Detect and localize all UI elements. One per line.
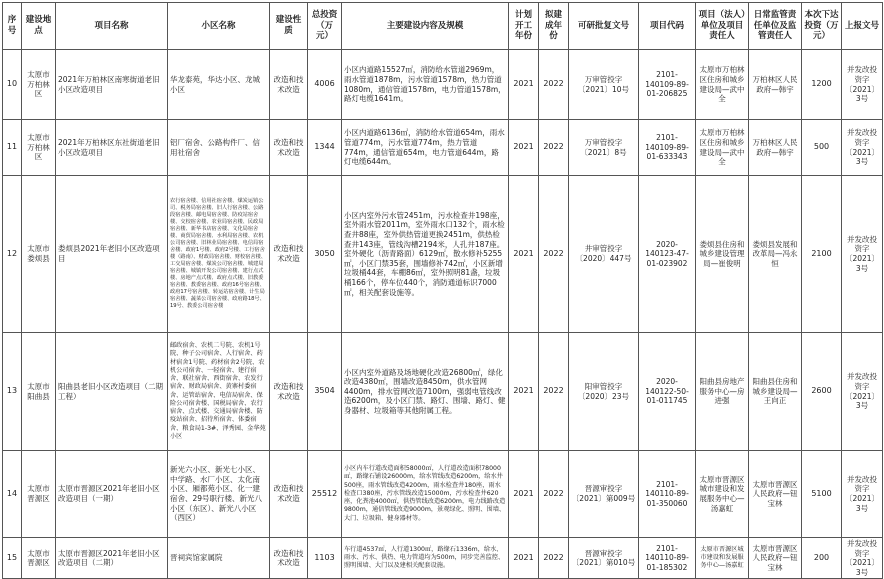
header-nature: 建设性质 (270, 3, 308, 50)
cell-start-year: 2021 (509, 538, 539, 579)
cell-approval: 万审管投字〔2021〕8号 (569, 120, 639, 176)
cell-location: 太原市万柏林区 (22, 120, 56, 176)
header-start-year: 计划开工年份 (509, 3, 539, 50)
cell-end-year: 2022 (539, 333, 569, 451)
cell-seq: 10 (3, 50, 22, 120)
cell-content: 车行道4537㎡，人行道1300㎡，路缘石1336m，给水、雨水、污水、供热、电力管道均为500m，同步完善监控、照明围墙、大门以及建相关配套设施。 (342, 538, 509, 579)
project-table (2, 2, 883, 579)
header-owner: 项目（法人）单位及项目责任人 (696, 3, 749, 50)
cell-owner: 太原市万柏林区住房和城乡建设局—武中全 (696, 120, 749, 176)
cell-total-invest: 1103 (308, 538, 342, 579)
cell-owner: 阳曲县房地产服务中心—房进强 (696, 333, 749, 451)
cell-supervisor: 太原市晋源区人民政府—钮宝林 (749, 451, 802, 538)
cell-project-name: 娄烦县2021年老旧小区改造项目 (56, 176, 168, 333)
cell-community: 新光六小区、新光七小区、中学路、水厂小区、太化南小区、厢都苑小区、化一建宿舍、29号职行楼、新光八小区（东区）、新光八小区（西区） (168, 451, 270, 538)
cell-location: 太原市晋源区 (22, 538, 56, 579)
cell-report: 并发改投资字〔2021〕3号 (842, 333, 883, 451)
cell-amount: 5100 (802, 451, 842, 538)
cell-start-year: 2021 (509, 333, 539, 451)
cell-content: 小区内道路15527㎡，消防给水管道2969m，雨水管道1878m，污水管道1578m，热力管道1080m，通信管道1578m，电力管道1578m，路灯电缆1641m。 (342, 50, 509, 120)
cell-code: 2101-140109-89-01-206825 (639, 50, 696, 120)
cell-content: 小区内车行道改造面积58000㎡，人行道改造面积78000㎡，路缘石铺设26000m，给水管线改造6200m，给水井500座，雨水管线改造4200m，雨水检查井180座，雨水检查口380座，污水管线改造15000m，污水检查井620座，化粪池4000㎡，供热管线改造6200m，电力线路改造9800m，通信管线改造9000m，景观绿化、照明、围墙、大门、垃圾箱、健身器材等。 (342, 451, 509, 538)
cell-project-name: 太原市晋源区2021年老旧小区改造项目（一期） (56, 451, 168, 538)
cell-content: 小区内室外污水管2451m，污水检查井198座，室外雨水管2011m，室外雨水口132个，雨水检查井88座，室外供热管道更换2451m，供热检查井143座，管线沟槽2194米，人孔井187座。室外硬化（沥青路面）6129㎡，散水修补5255㎡，小区门禁35套，围墙修补742㎡，小区新增垃圾桶44套，车棚86㎡，室外照明81盏，垃圾桶166个，停车位440个，消防通道标识7000㎡，相关配套设施等。 (342, 176, 509, 333)
cell-total-invest: 4006 (308, 50, 342, 120)
cell-supervisor: 万柏林区人民政府—韩宇 (749, 120, 802, 176)
table-row (3, 333, 883, 451)
cell-start-year: 2021 (509, 50, 539, 120)
cell-community: 铝厂宿舍、公路构件厂、信用社宿舍 (168, 120, 270, 176)
cell-location: 太原市阳曲县 (22, 333, 56, 451)
cell-project-name: 太原市晋源区2021年老旧小区改造项目（二期） (56, 538, 168, 579)
cell-end-year: 2022 (539, 451, 569, 538)
cell-nature: 改造和技术改造 (270, 333, 308, 451)
cell-total-invest: 1344 (308, 120, 342, 176)
cell-owner: 太原市晋源区城市建设和发展服务中心—汤嘉虹 (696, 451, 749, 538)
header-total-invest: 总投资（万元） (308, 3, 342, 50)
cell-nature: 改造和技术改造 (270, 120, 308, 176)
cell-supervisor: 娄烦县发展和改革局—冯永恒 (749, 176, 802, 333)
header-community: 小区名称 (168, 3, 270, 50)
cell-report: 并发改投资字〔2021〕3号 (842, 50, 883, 120)
cell-start-year: 2021 (509, 176, 539, 333)
cell-approval: 晋源审投字〔2021〕第009号 (569, 451, 639, 538)
table-row (3, 176, 883, 333)
header-content: 主要建设内容及规模 (342, 3, 509, 50)
cell-approval: 万审管投字〔2021〕10号 (569, 50, 639, 120)
cell-project-name: 2021年万柏林区东社街道老旧小区改造项目 (56, 120, 168, 176)
table-row (3, 120, 883, 176)
cell-owner: 娄烦县住房和城乡建设管理局—崔俊明 (696, 176, 749, 333)
cell-code: 2101-140109-89-01-633343 (639, 120, 696, 176)
cell-amount: 200 (802, 538, 842, 579)
header-supervisor: 日常监管责任单位及监管责任人 (749, 3, 802, 50)
cell-code: 2101-140110-89-01-350060 (639, 451, 696, 538)
cell-location: 太原市万柏林区 (22, 50, 56, 120)
cell-location: 太原市娄烦县 (22, 176, 56, 333)
cell-report: 并发改投资字〔2021〕3号 (842, 176, 883, 333)
cell-supervisor: 太原市晋源区人民政府—钮宝林 (749, 538, 802, 579)
cell-owner: 太原市晋源区城市建设和发展服务中心—汤嘉虹 (696, 538, 749, 579)
header-location: 建设地点 (22, 3, 56, 50)
cell-code: 2101-140110-89-01-185302 (639, 538, 696, 579)
cell-start-year: 2021 (509, 120, 539, 176)
header-report: 上报文号 (842, 3, 883, 50)
cell-supervisor: 万柏林区人民政府—韩宇 (749, 50, 802, 120)
header-row (3, 3, 883, 50)
header-project-name: 项目名称 (56, 3, 168, 50)
cell-seq: 11 (3, 120, 22, 176)
cell-nature: 改造和技术改造 (270, 176, 308, 333)
cell-total-invest: 25512 (308, 451, 342, 538)
cell-seq: 13 (3, 333, 22, 451)
cell-supervisor: 阳曲县住房和城乡建设局—王向正 (749, 333, 802, 451)
cell-code: 2020-140122-50-01-011745 (639, 333, 696, 451)
cell-owner: 太原市万柏林区住房和城乡建设局—武中全 (696, 50, 749, 120)
cell-amount: 2100 (802, 176, 842, 333)
header-code: 项目代码 (639, 3, 696, 50)
cell-approval: 晋源审投字〔2021〕第010号 (569, 538, 639, 579)
header-seq: 序号 (3, 3, 22, 50)
cell-content: 小区内道路6136㎡，消防给水管道654m，雨水管道774m，污水管道774m，热力管道774m，通信管道654m，电力管道644m，路灯电缆644m。 (342, 120, 509, 176)
table-row (3, 451, 883, 538)
cell-approval: 阳审管投字〔2020〕23号 (569, 333, 639, 451)
table-row (3, 50, 883, 120)
cell-nature: 改造和技术改造 (270, 538, 308, 579)
cell-seq: 14 (3, 451, 22, 538)
cell-nature: 改造和技术改造 (270, 451, 308, 538)
cell-community: 农行宿舍楼、信用社宿舍楼、煤炭运销公司、税务局宿舍楼、旧人行宿舍楼、公路段宿舍楼、邮电局宿舍楼、防疫站宿舍楼、交校宿舍楼、农业局宿舍楼、民政局宿舍楼、新华书店宿舍楼、文化局宿舍楼、商贸局宿舍楼、水利局宿舍楼、农机公司宿舍楼、旧林业局宿舍楼、电信局宿舍楼、政府1号楼、政府2号楼、工行宿舍楼（路南）、财政局宿舍楼、财校宿舍楼、工交局宿舍楼、煤炭公司宿舍楼、城建局宿舍楼、城镇开发公司宿舍楼、建行点式楼、房地产点式楼、政府点式楼、旧教委宿舍楼、教委宿舍楼、政府16号宿舍楼、政府17号宿舍楼、转运站宿舍楼、计生局宿舍楼、蔬菜公司宿舍楼、政府路18号、19号、教委公司宿舍楼 (168, 176, 270, 333)
table-row (3, 538, 883, 579)
cell-end-year: 2022 (539, 120, 569, 176)
cell-community: 华龙泰苑，华达小区、龙城小区 (168, 50, 270, 120)
cell-location: 太原市晋源区 (22, 451, 56, 538)
cell-report: 并发改投资字〔2021〕3号 (842, 451, 883, 538)
header-end-year: 拟建成年份 (539, 3, 569, 50)
cell-project-name: 2021年万柏林区南寒街道老旧小区改造项目 (56, 50, 168, 120)
cell-amount: 2600 (802, 333, 842, 451)
cell-report: 并发改投资字〔2021〕3号 (842, 538, 883, 579)
cell-total-invest: 3050 (308, 176, 342, 333)
cell-community: 邮政宿舍、农机二号院、农机1号院、种子公司宿舍、人行宿舍、药材宿舍1号院、药材宿舍2号院、农机公司宿舍、一轻宿舍、建行宿舍、联社宿舍、西街宿舍、农发行宿舍、财政局宿舍、黄寨村委宿舍、运管站宿舍、电信局宿舍、保险公司宿舍楼、国税局宿舍、农行宿舍、点式楼、交通局宿舍楼、防疫站宿舍、招待所宿舍、体委宿舍、粮食局1-3#、泽秀园、金华苑小区 (168, 333, 270, 451)
cell-seq: 15 (3, 538, 22, 579)
cell-seq: 12 (3, 176, 22, 333)
cell-end-year: 2022 (539, 176, 569, 333)
cell-content: 小区内室外道路及场地硬化改造26800㎡，绿化改造4380㎡，围墙改造8450m，供水管网4400m，排水管网改造7100m，强弱电管线改造6200m，及小区门禁、路灯、围墙、路灯、健身器材、垃圾箱等其他附属工程。 (342, 333, 509, 451)
cell-report: 并发改投资字〔2021〕3号 (842, 120, 883, 176)
header-amount: 本次下达投资（万元） (802, 3, 842, 50)
cell-end-year: 2022 (539, 50, 569, 120)
cell-nature: 改造和技术改造 (270, 50, 308, 120)
cell-community: 晋祠宾馆家属院 (168, 538, 270, 579)
cell-code: 2020-140123-47-01-023902 (639, 176, 696, 333)
cell-amount: 1200 (802, 50, 842, 120)
cell-approval: 井审管投字〔2020〕447号 (569, 176, 639, 333)
cell-start-year: 2021 (509, 451, 539, 538)
cell-project-name: 阳曲县老旧小区改造项目（二期工程） (56, 333, 168, 451)
cell-amount: 500 (802, 120, 842, 176)
cell-end-year: 2022 (539, 538, 569, 579)
header-approval: 可研批复文号 (569, 3, 639, 50)
cell-total-invest: 3504 (308, 333, 342, 451)
